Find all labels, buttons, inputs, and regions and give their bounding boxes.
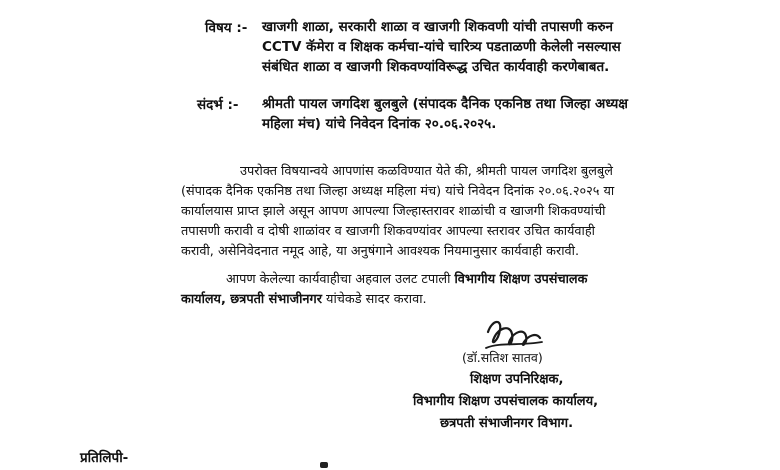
reference-label: संदर्भ :- — [197, 97, 239, 113]
copy-label: प्रतिलिपी- — [80, 450, 129, 466]
body-line-4: तपासणी करावी व दोषी शाळांवर व खाजगी शिकवण्यांवर आपल्या स्तरावर उचित कार्यवाही — [181, 224, 595, 239]
report-line-2-text: यांचेकडे सादर करावा. — [321, 292, 427, 307]
subject-label: विषय :- — [205, 20, 248, 36]
subject-line-2: CCTV कॅमेरा व शिक्षक कर्मचा-यांचे चारित्र्य पडताळणी केलेली नसल्यास — [262, 39, 621, 55]
report-line-1-text: आपण केलेल्या कार्यवाहीचा अहवाल उलट टपाली — [226, 272, 455, 287]
signatory-designation: शिक्षण उपनिरिक्षक, — [470, 372, 564, 387]
reference-line-1: श्रीमती पायल जगदिश बुलबुले (संपादक दैनिक एकनिष्ठ तथा जिल्हा अध्यक्ष — [262, 96, 628, 112]
subject-line-3: संबंधित शाळा व खाजगी शिकवण्यांविरूद्ध उचित कार्यवाही करणेबाबत. — [262, 59, 610, 75]
reference-line-2: महिला मंच) यांचे निवेदन दिनांक २०.०६.२०२५. — [262, 116, 497, 132]
body-line-5: करावी, असेनिवेदनात नमूद आहे, या अनुषंगाने आवश्यक नियमानुसार कार्यवाही करावी. — [181, 244, 580, 259]
subject-line-1: खाजगी शाळा, सरकारी शाळा व खाजगी शिकवणी यांची तपासणी करुन — [262, 19, 614, 35]
report-line-1-office: विभागीय शिक्षण उपसंचालक — [454, 272, 588, 287]
body-line-3: कार्यालयास प्राप्त झाले असून आपण आपल्या जिल्हास्तरावर शाळांची व खाजगी शिकवण्यांची — [181, 204, 606, 219]
report-line-1 — [226, 270, 587, 289]
body-line-1: उपरोक्त विषयान्वये आपणांस कळविण्यात येते की, श्रीमती पायल जगदिश बुलबुले — [240, 164, 613, 179]
report-line-2-office: कार्यालय, छत्रपती संभाजीनगर — [181, 292, 322, 307]
signatory-office: विभागीय शिक्षण उपसंचालक कार्यालय, — [413, 394, 599, 409]
body-line-2: (संपादक दैनिक एकनिष्ठ तथा जिल्हा अध्यक्ष महिला मंच) यांचे निवेदन दिनांक २०.०६.२०२५ या — [181, 184, 615, 199]
signatory-name: (डॉ.सतिश सातव) — [462, 350, 543, 365]
signatory-division: छत्रपती संभाजीनगर विभाग. — [440, 416, 574, 431]
report-line-2 — [181, 290, 427, 309]
bottom-ink-mark — [320, 462, 328, 468]
